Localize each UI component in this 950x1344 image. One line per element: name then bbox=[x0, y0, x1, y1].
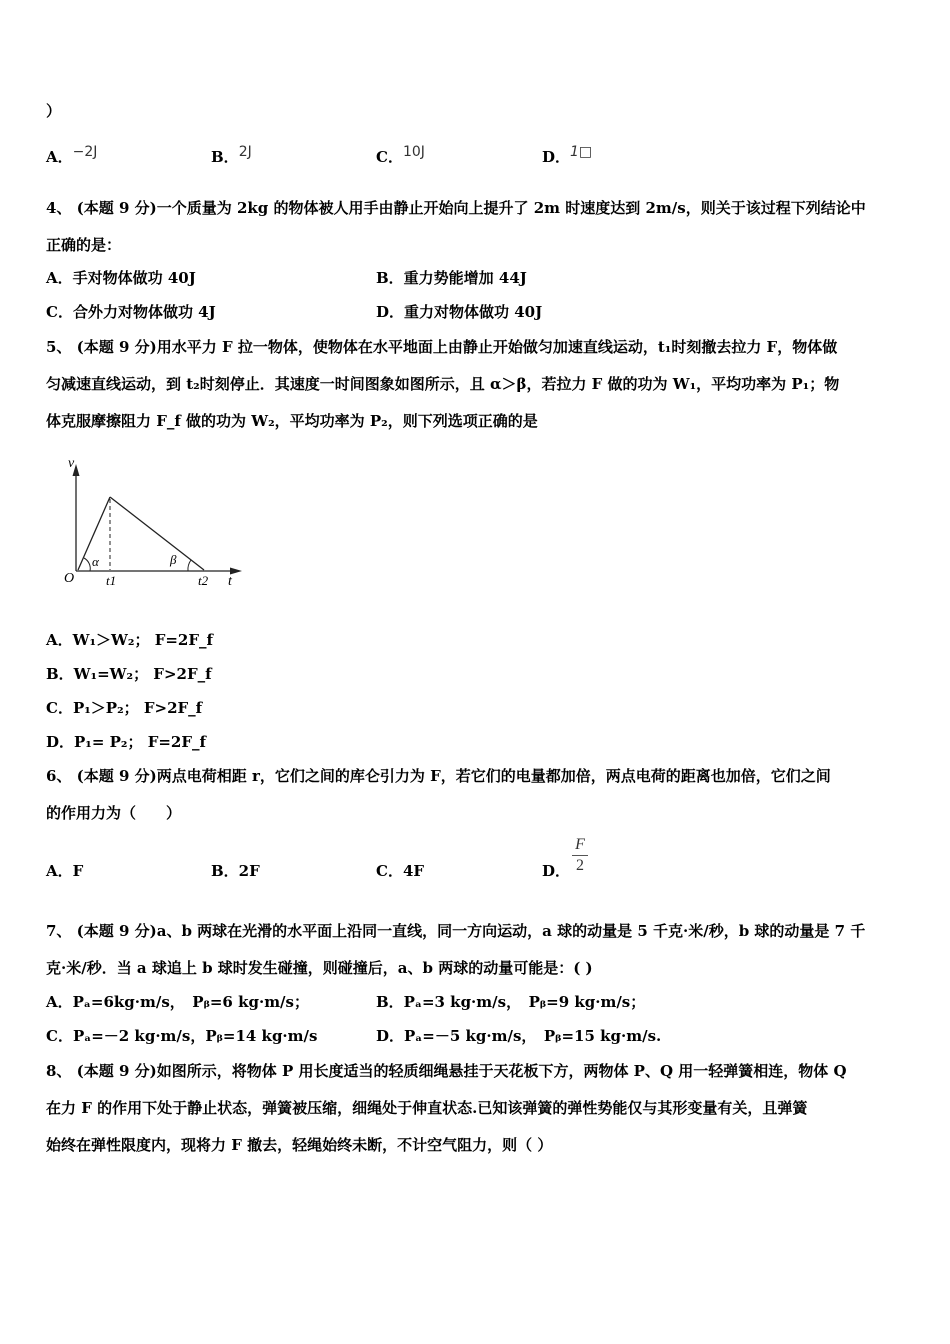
q5-stem-line1: 5、 (本题 9 分)用水平力 F 拉一物体，使物体在水平地面上由静止开始做匀加速直线运动，t₁时刻撤去拉力 F，物体做 bbox=[46, 338, 838, 356]
option-value: 2J bbox=[238, 144, 252, 160]
option-label: C． bbox=[376, 148, 403, 166]
t1-label: t1 bbox=[106, 573, 117, 588]
q7-option-c[interactable]: C．Pₐ=－2 kg·m/s，Pᵦ=14 kg·m/s bbox=[46, 1027, 318, 1045]
q5-stem-line2: 匀减速直线运动，到 t₂时刻停止．其速度一时间图象如图所示，且 α＞β，若拉力 F 做的功为 W₁，平均功率为 P₁；物 bbox=[46, 375, 840, 393]
velocity-time-graph bbox=[60, 450, 250, 595]
q7-option-a[interactable]: A．Pₐ=6kg·m/s， Pᵦ=6 kg·m/s； bbox=[46, 993, 309, 1011]
beta-label: β bbox=[170, 552, 177, 567]
option-label: B． bbox=[211, 148, 239, 166]
q6-option-b[interactable]: B．2F bbox=[211, 862, 260, 880]
fraction-denominator: 2 bbox=[576, 857, 584, 874]
q4-stem-line2: 正确的是： bbox=[46, 236, 122, 254]
q7-option-b[interactable]: B．Pₐ=3 kg·m/s， Pᵦ=9 kg·m/s； bbox=[376, 993, 646, 1011]
q5-option-b[interactable]: B．W₁=W₂； F>2F_f bbox=[46, 665, 212, 683]
q8-stem-line2: 在力 F 的作用下处于静止状态，弹簧被压缩，细绳处于伸直状态.已知该弹簧的弹性势能仅与其形变量有关，且弹簧 bbox=[46, 1099, 808, 1117]
q6-stem-line2: 的作用力为（ ） bbox=[46, 804, 182, 822]
option-label: D． bbox=[542, 148, 571, 166]
q3-option-b[interactable] bbox=[211, 144, 252, 168]
t2-label: t2 bbox=[198, 573, 209, 588]
q4-stem-line1: 4、 (本题 9 分)一个质量为 2kg 的物体被人用手由静止开始向上提升了 2m 时速度达到 2m/s，则关于该过程下列结论中 bbox=[46, 199, 866, 217]
q8-stem-line3: 始终在弹性限度内，现将力 F 撤去，轻绳始终未断，不计空气阻力，则（ ） bbox=[46, 1136, 553, 1154]
fraction-bar bbox=[572, 855, 588, 856]
q6-option-a[interactable]: A．F bbox=[46, 862, 84, 880]
q4-option-a[interactable]: A．手对物体做功 40J bbox=[46, 269, 196, 287]
option-label: A． bbox=[46, 148, 73, 166]
q6-option-c[interactable]: C．4F bbox=[376, 862, 425, 880]
decel-segment bbox=[110, 497, 204, 570]
option-value: 1□ bbox=[570, 144, 593, 160]
option-value: 10J bbox=[402, 144, 425, 160]
q7-stem-line1: 7、 (本题 9 分)a、b 两球在光滑的水平面上沿同一直线，同一方向运动，a 球的动量是 5 千克·米/秒，b 球的动量是 7 千 bbox=[46, 922, 866, 940]
q4-option-b[interactable]: B．重力势能增加 44J bbox=[376, 269, 527, 287]
q3-option-d[interactable] bbox=[542, 144, 593, 168]
t-axis-label: t bbox=[228, 574, 232, 589]
q4-option-c[interactable]: C．合外力对物体做功 4J bbox=[46, 303, 216, 321]
option-value: −2J bbox=[72, 144, 98, 160]
q4-option-d[interactable]: D．重力对物体做功 40J bbox=[376, 303, 543, 321]
previous-question-closing-paren: ） bbox=[46, 102, 62, 120]
q5-option-d[interactable]: D．P₁= P₂； F=2F_f bbox=[46, 733, 206, 751]
q3-option-c[interactable] bbox=[376, 144, 425, 168]
q7-option-d[interactable]: D．Pₐ=－5 kg·m/s， Pᵦ=15 kg·m/s. bbox=[376, 1027, 662, 1045]
alpha-label: α bbox=[92, 554, 99, 569]
q5-stem-line3: 体克服摩擦阻力 F_f 做的功为 W₂，平均功率为 P₂，则下列选项正确的是 bbox=[46, 412, 538, 430]
option-label: D． bbox=[542, 862, 571, 880]
alpha-arc bbox=[84, 558, 90, 571]
origin-label: O bbox=[64, 571, 75, 586]
q5-option-c[interactable]: C．P₁＞P₂； F>2F_f bbox=[46, 699, 203, 717]
q3-option-a[interactable] bbox=[46, 144, 98, 168]
q5-option-a[interactable]: A．W₁＞W₂； F=2F_f bbox=[46, 631, 213, 649]
fraction-numerator: F bbox=[575, 836, 585, 853]
q6-option-d[interactable] bbox=[542, 861, 570, 881]
fraction-f-over-2 bbox=[572, 836, 588, 875]
beta-arc bbox=[188, 560, 191, 571]
q8-stem-line1: 8、 (本题 9 分)如图所示，将物体 P 用长度适当的轻质细绳悬挂于天花板下方，两物体 P、Q 用一轻弹簧相连，物体 Q bbox=[46, 1062, 847, 1080]
q6-stem-line1: 6、 (本题 9 分)两点电荷相距 r，它们之间的库仑引力为 F，若它们的电量都加倍，两点电荷的距离也加倍，它们之间 bbox=[46, 767, 831, 785]
q7-stem-line2: 克·米/秒．当 a 球追上 b 球时发生碰撞，则碰撞后，a、b 两球的动量可能是：( ) bbox=[46, 959, 593, 977]
v-axis-label: v bbox=[68, 456, 75, 471]
